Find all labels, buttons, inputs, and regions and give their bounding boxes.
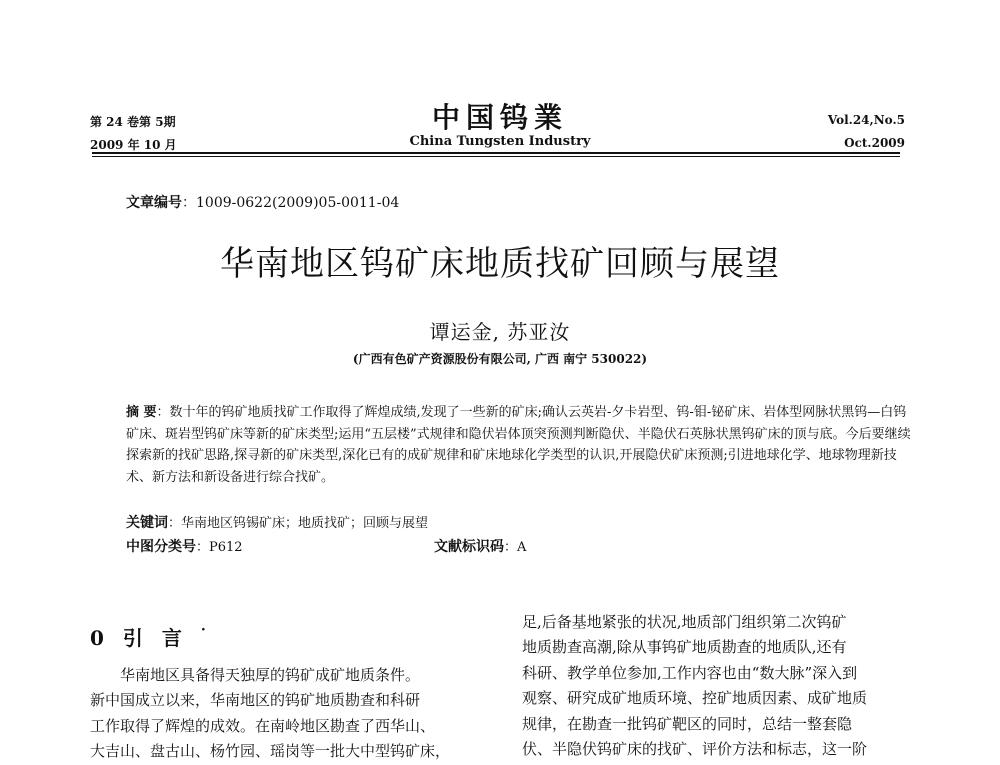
- article-number-value: ：1009-0622(2009)05-0011-04: [182, 195, 400, 211]
- article-title: 华南地区钨矿床地质找矿回顾与展望: [220, 244, 780, 284]
- paragraph-line: 足,后备基地紧张的状况,地质部门组织第二次钨矿: [522, 613, 847, 631]
- classification-value: ：P612: [196, 540, 243, 555]
- abstract-text: ：数十年的钨矿地质找矿工作取得了辉煌成绩,发现了一些新的矿床;确认云英岩-夕卡岩型、钨-钼-铋矿床、岩体型网脉状黑钨—白钨矿床、斑岩型钨矿床等新的矿床类型;运用“五层楼”式规律和隐伏岩体顶突预测判断隐伏、半隐伏石英脉状黑钨矿床的顶与底。今后要继续探索新的找矿思路,探寻新的矿床类型,深化已有的成矿规律和矿床地球化学类型的认识,开展隐伏矿床预测;引进地球化学、地球物理新技术、新方法和新设备进行综合找矿。: [126, 405, 911, 485]
- author-affiliation: (广西有色矿产资源股份有限公司, 广西 南宁 530022): [352, 352, 648, 366]
- paragraph-line: 观察、研究成矿地质环境、控矿地质因素、成矿地质: [522, 689, 868, 708]
- header-rule-thin: [92, 156, 900, 157]
- volume-issue: 第 24 卷第 5期: [90, 115, 176, 129]
- section-title: 引 言: [122, 626, 188, 650]
- keywords-text: ：华南地区钨锡矿床；地质找矿；回顾与展望: [168, 516, 429, 531]
- paragraph-line: 科研、教学单位参加,工作内容也由“数大脉”深入到: [522, 663, 858, 682]
- classification-number: [126, 536, 243, 556]
- body-right-column: [522, 610, 920, 762]
- publication-date-en: Oct.2009: [844, 136, 905, 150]
- paragraph-line: 大吉山、盘古山、杨竹园、瑶岗等一批大中型钨矿床，: [90, 742, 451, 761]
- article-number-label: 文章编号: [126, 195, 182, 211]
- paragraph-line: 工作取得了辉煌的成效。在南岭地区勘查了西华山、: [90, 716, 436, 735]
- keywords-label: 关键词: [126, 515, 168, 531]
- abstract-label: 摘 要: [126, 405, 157, 420]
- paragraph-line: 华南地区具备得天独厚的钨矿成矿地质条件。: [120, 666, 421, 684]
- journal-name-cn: 中国钨業: [431, 101, 568, 134]
- paragraph-line: 规律，在勘查一批钨矿靶区的同时，总结一整套隐: [522, 714, 853, 733]
- volume-issue-en: Vol.24,No.5: [827, 113, 905, 127]
- document-code-label: 文献标识码: [434, 539, 504, 555]
- document-code-value: ：A: [504, 540, 527, 555]
- article-number: [126, 192, 399, 212]
- keywords: [126, 512, 428, 532]
- abstract: [126, 402, 916, 488]
- article-authors: 谭运金, 苏亚汝: [429, 320, 571, 344]
- classification-label: 中图分类号: [126, 539, 196, 555]
- paragraph-line: 新中国成立以来，华南地区的钨矿地质勘查和科研: [90, 691, 421, 710]
- journal-name-en: China Tungsten Industry: [409, 134, 591, 149]
- header-rule-thick: [92, 152, 900, 154]
- publication-date-cn: 2009 年 10 月: [90, 138, 177, 152]
- body-left-column: [90, 663, 495, 765]
- section-number: 0: [90, 626, 110, 650]
- section-mark: ·: [200, 622, 212, 638]
- document-code: [434, 536, 526, 556]
- paragraph-line: 地质勘查高潮,除从事钨矿地质勘查的地质队,还有: [522, 638, 847, 657]
- paragraph-line: 伏、半隐伏钨矿床的找矿、评价方法和标志，这一阶: [522, 740, 868, 759]
- section-heading: [90, 622, 212, 651]
